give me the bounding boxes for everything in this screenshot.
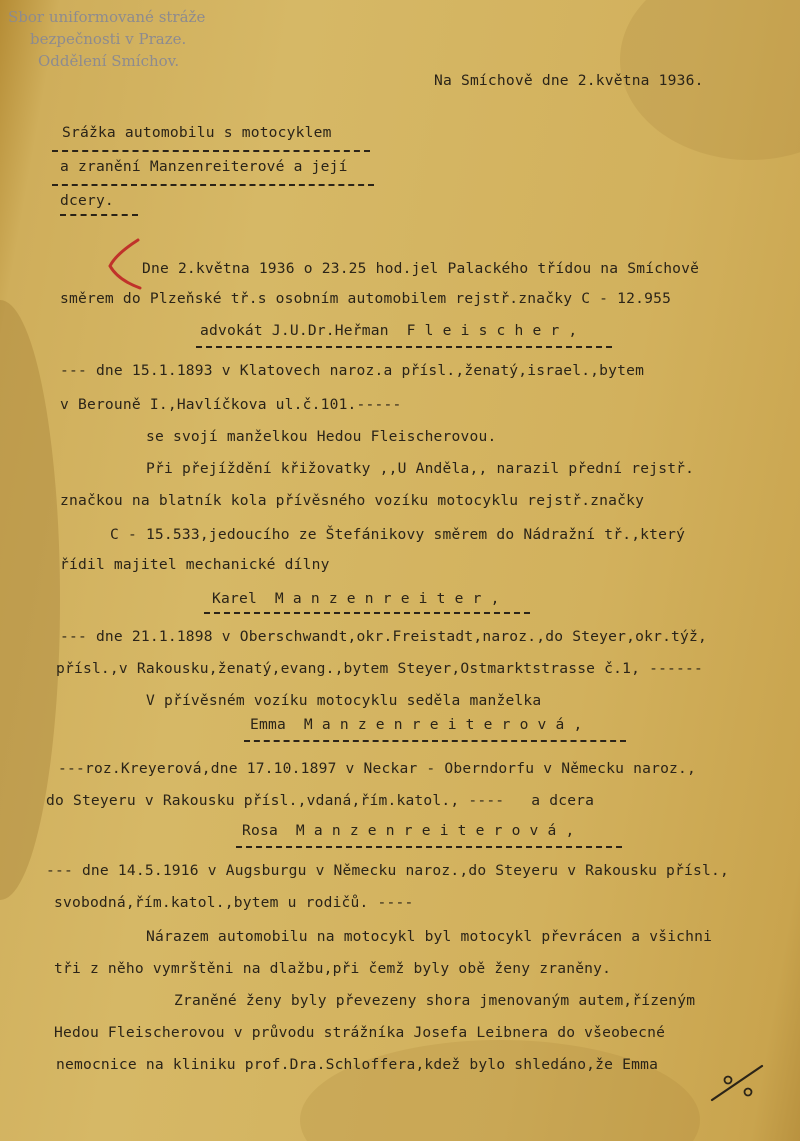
body-line: se svojí manželkou Hedou Fleischerovou.: [146, 428, 497, 445]
body-line: do Steyeru v Rakousku přísl.,vdaná,řím.katol., ---- a dcera: [46, 792, 595, 809]
body-line: tři z něho vymrštěni na dlažbu,při čemž byly obě ženy zraněny.: [54, 960, 612, 977]
body-line: Při přejíždění křižovatky ,,U Anděla,, narazil přední rejstř.: [146, 460, 695, 477]
body-line: Rosa M a n z e n r e i t e r o v á ,: [242, 822, 575, 839]
subject-underline: [60, 214, 138, 216]
stamp-line: Sbor uniformované stráže: [8, 8, 206, 26]
place-date: Na Smíchově dne 2.května 1936.: [434, 72, 704, 89]
body-line: směrem do Plzeňské tř.s osobním automobilem rejstř.značky C - 12.955: [60, 290, 672, 307]
name-underline: [204, 612, 530, 614]
subject-underline: [52, 184, 374, 186]
body-line: Emma M a n z e n r e i t e r o v á ,: [250, 716, 583, 733]
body-line: přísl.,v Rakousku,ženatý,evang.,bytem Steyer,Ostmarktstrasse č.1, ------: [56, 660, 704, 677]
body-line: nemocnice na kliniku prof.Dra.Schloffera,kdež bylo shledáno,že Emma: [56, 1056, 659, 1073]
body-line: Hedou Fleischerovou v průvodu strážníka Josefa Leibnera do všeobecné: [54, 1024, 666, 1041]
body-line: ---roz.Kreyerová,dne 17.10.1897 v Neckar - Oberndorfu v Německu naroz.,: [58, 760, 697, 777]
page-continuation-mark: [706, 1060, 768, 1106]
body-line: řídil majitel mechanické dílny: [60, 556, 330, 573]
name-underline: [236, 846, 622, 848]
body-line: V přívěsném vozíku motocyklu seděla manželka: [146, 692, 542, 709]
body-line: --- dne 14.5.1916 v Augsburgu v Německu naroz.,do Steyeru v Rakousku přísl.,: [46, 862, 729, 879]
subject-line: Srážka automobilu s motocyklem: [62, 124, 332, 141]
body-line: svobodná,řím.katol.,bytem u rodičů. ----: [54, 894, 414, 911]
body-line: Nárazem automobilu na motocykl byl motocykl převrácen a všichni: [146, 928, 713, 945]
red-bracket-mark: [106, 236, 146, 292]
subject-line: a zranění Manzenreiterové a její: [60, 158, 348, 175]
paper-stain: [0, 300, 60, 900]
body-line: Karel M a n z e n r e i t e r ,: [212, 590, 500, 607]
name-underline: [244, 740, 626, 742]
stamp-line: Oddělení Smíchov.: [38, 52, 180, 70]
body-line: v Berouně I.,Havlíčkova ul.č.101.-----: [60, 396, 402, 413]
subject-line: dcery.: [60, 192, 114, 209]
body-line: Zraněné ženy byly převezeny shora jmenovaným autem,řízeným: [174, 992, 696, 1009]
stamp-line: bezpečnosti v Praze.: [30, 30, 187, 48]
office-stamp: [8, 6, 205, 72]
body-line: značkou na blatník kola přívěsného vozíku motocyklu rejstř.značky: [60, 492, 645, 509]
body-line: C - 15.533,jedoucího ze Štefánikovy směrem do Nádražní tř.,který: [110, 526, 686, 543]
body-line: Dne 2.května 1936 o 23.25 hod.jel Palackého třídou na Smíchově: [142, 260, 700, 277]
subject-underline: [52, 150, 370, 152]
body-line: --- dne 15.1.1893 v Klatovech naroz.a přísl.,ženatý,israel.,bytem: [60, 362, 645, 379]
name-underline: [196, 346, 612, 348]
body-line: advokát J.U.Dr.Heřman F l e i s c h e r ,: [200, 322, 578, 339]
body-line: --- dne 21.1.1898 v Oberschwandt,okr.Freistadt,naroz.,do Steyer,okr.týž,: [60, 628, 708, 645]
